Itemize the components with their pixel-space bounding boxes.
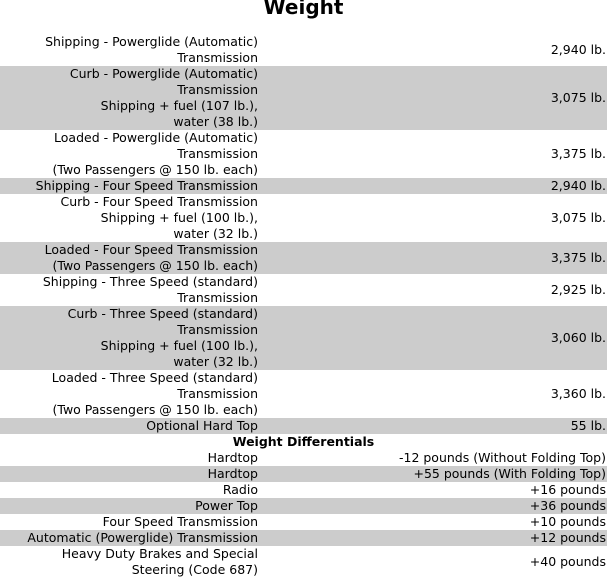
weight-row-value: 2,940 lb.: [550, 42, 606, 57]
weight-row-label: [0, 242, 258, 274]
differentials-heading: Weight Differentials: [232, 434, 375, 449]
weight-row-label-line: Transmission: [177, 290, 258, 305]
differential-row-label-line: Four Speed Transmission: [102, 514, 258, 529]
weight-row-value: 3,375 lb.: [550, 146, 606, 161]
weight-row: [0, 370, 607, 418]
differentials-heading-row: [0, 434, 607, 450]
weight-row-label-line: Transmission: [177, 386, 258, 401]
differential-row-label-line: Heavy Duty Brakes and Special: [61, 546, 258, 561]
weight-row-label-line: Curb - Four Speed Transmission: [60, 194, 258, 209]
weight-row-label: [0, 34, 258, 66]
weight-row-label-line: water (32 lb.): [173, 226, 258, 241]
differentials-heading-section: [0, 434, 607, 450]
differential-row-label: [0, 530, 258, 546]
weight-row: [0, 34, 607, 66]
weight-row-label: [0, 306, 258, 370]
weight-row-label: [0, 178, 258, 194]
weight-row-value: 3,360 lb.: [550, 386, 606, 401]
weight-row-label-line: Shipping - Powerglide (Automatic): [45, 34, 258, 49]
differential-row-label-line: Power Top: [195, 498, 258, 513]
weight-row-label-line: Shipping - Four Speed Transmission: [35, 178, 258, 193]
differential-row-value: +10 pounds: [529, 514, 606, 529]
differential-row: [0, 530, 607, 546]
weight-row-value: 2,940 lb.: [258, 178, 607, 194]
differential-row-label: [0, 498, 258, 514]
differential-row-label-line: Hardtop: [207, 450, 258, 465]
differential-row-label: [0, 466, 258, 482]
weight-row-label: [0, 130, 258, 178]
weight-row-label-line: Shipping + fuel (100 lb.),: [100, 210, 258, 225]
weight-row-label-line: (Two Passengers @ 150 lb. each): [52, 162, 258, 177]
weight-row-label-line: Curb - Three Speed (standard): [67, 306, 258, 321]
weight-row: [0, 306, 607, 370]
differential-row-value: +55 pounds (With Folding Top): [258, 466, 607, 482]
differential-row: [0, 514, 607, 530]
weight-row: [0, 130, 607, 178]
weight-row: [0, 242, 607, 274]
differential-row-label: [0, 514, 258, 530]
weight-row-label-line: Loaded - Four Speed Transmission: [44, 242, 258, 257]
differential-rows: [0, 450, 607, 578]
weight-row-label-line: Loaded - Powerglide (Automatic): [54, 130, 258, 145]
differential-row: [0, 450, 607, 466]
differential-row-value: +12 pounds: [258, 530, 607, 546]
weight-row-label-line: (Two Passengers @ 150 lb. each): [52, 402, 258, 417]
weight-row: [0, 274, 607, 306]
weight-row-label-line: Shipping - Three Speed (standard): [42, 274, 258, 289]
weight-row-label-line: Transmission: [177, 146, 258, 161]
weight-row-value: 3,375 lb.: [258, 242, 607, 274]
differential-row-label: [0, 546, 258, 578]
weight-row-label: [0, 370, 258, 418]
weight-row-label: [0, 274, 258, 306]
weight-row: [0, 66, 607, 130]
differential-row-label: [0, 482, 258, 498]
differential-row-label-line: Automatic (Powerglide) Transmission: [27, 530, 258, 545]
weight-row-label-line: water (38 lb.): [173, 114, 258, 129]
weight-row-label-line: Loaded - Three Speed (standard): [51, 370, 258, 385]
weight-row-value: 3,060 lb.: [258, 306, 607, 370]
weight-row-label-line: water (32 lb.): [173, 354, 258, 369]
weight-row-label-line: (Two Passengers @ 150 lb. each): [52, 258, 258, 273]
differential-row-value: +40 pounds: [529, 554, 606, 569]
weight-row-value: 3,075 lb.: [258, 66, 607, 130]
weight-row-label-line: Transmission: [177, 50, 258, 65]
weight-row-label-line: Transmission: [177, 82, 258, 97]
page-title: Weight: [263, 0, 344, 19]
differential-row: [0, 498, 607, 514]
weight-rows: [0, 34, 607, 434]
weight-row-label: [0, 418, 258, 434]
differential-row-label-line: Steering (Code 687): [131, 562, 258, 577]
differential-row-label-line: Radio: [222, 482, 258, 497]
weight-table: [0, 34, 607, 578]
weight-row-value: 3,075 lb.: [550, 210, 606, 225]
weight-row: [0, 178, 607, 194]
weight-row-label: [0, 66, 258, 130]
differential-row-value: -12 pounds (Without Folding Top): [398, 450, 606, 465]
differential-row-label: [0, 450, 258, 466]
weight-row-label-line: Shipping + fuel (100 lb.),: [100, 338, 258, 353]
differential-row-value: +16 pounds: [529, 482, 606, 497]
differential-row-label-line: Hardtop: [207, 466, 258, 481]
weight-row-label-line: Transmission: [177, 322, 258, 337]
weight-row-label-line: Curb - Powerglide (Automatic): [69, 66, 258, 81]
weight-row-value: 55 lb.: [258, 418, 607, 434]
weight-row-label-line: Shipping + fuel (107 lb.),: [100, 98, 258, 113]
weight-row: [0, 418, 607, 434]
weight-table-container: [0, 34, 607, 578]
differential-row: [0, 546, 607, 578]
weight-row-label-line: Optional Hard Top: [146, 418, 258, 433]
weight-row-value: 2,925 lb.: [550, 282, 606, 297]
differential-row: [0, 466, 607, 482]
differential-row-value: +36 pounds: [258, 498, 607, 514]
differential-row: [0, 482, 607, 498]
weight-row-label: [0, 194, 258, 242]
weight-row: [0, 194, 607, 242]
